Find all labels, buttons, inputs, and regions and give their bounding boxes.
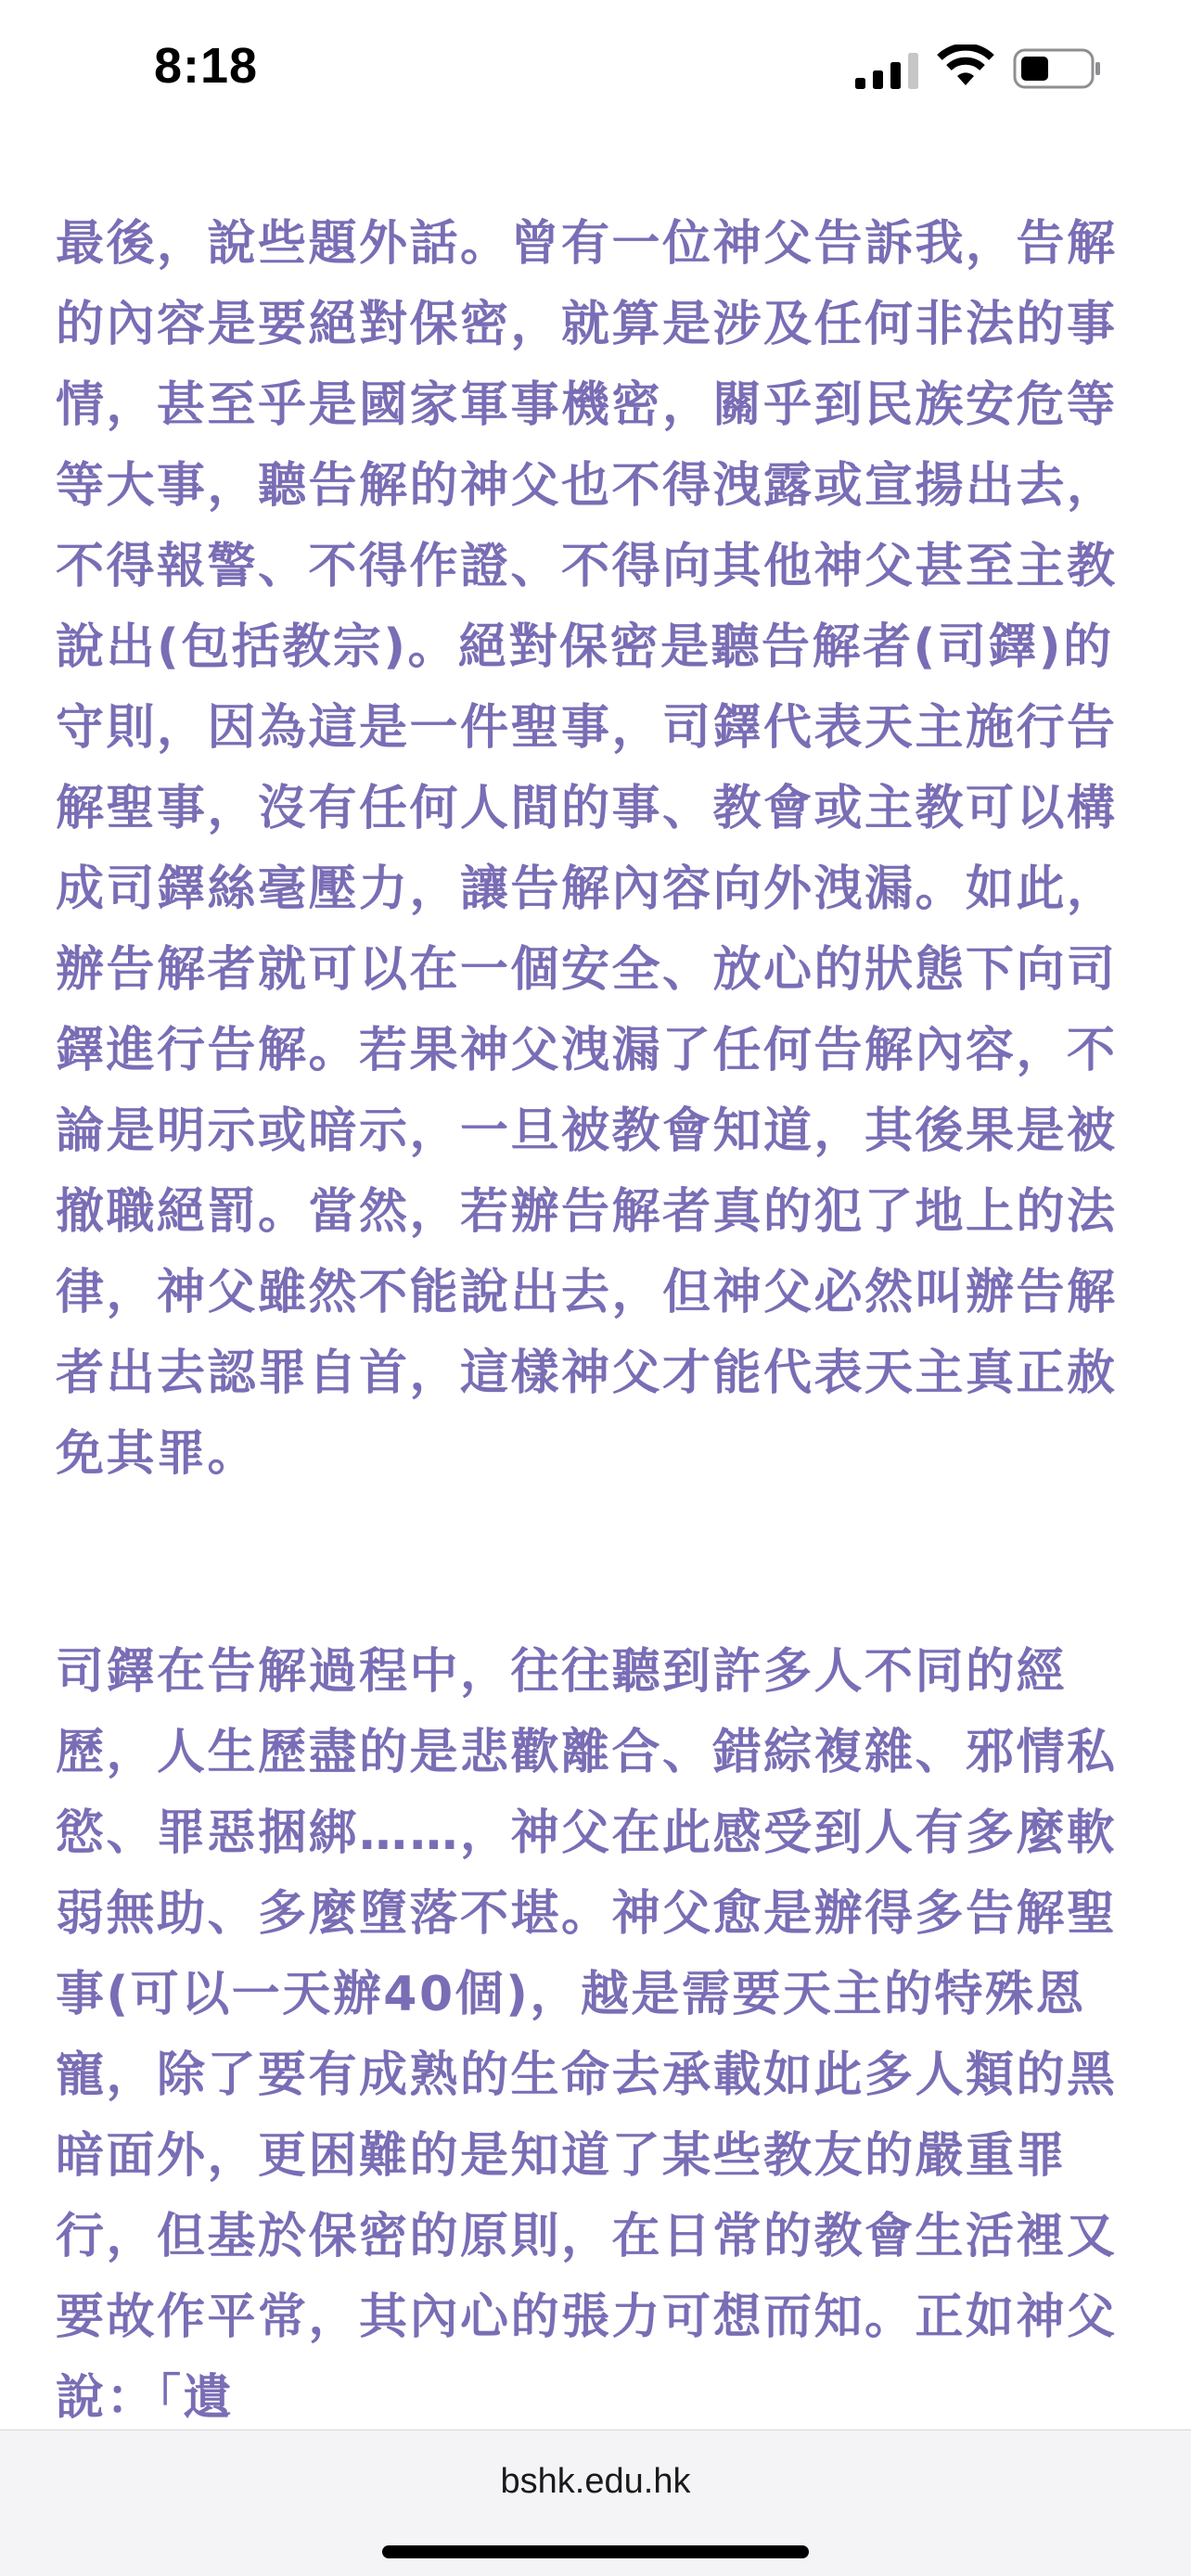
article-paragraph: 最後，說些題外話。曾有一位神父告訴我，告解的內容是要絕對保密，就算是涉及任何非法的事情，甚至乎是國家軍事機密，關乎到民族安危等等大事，聽告解的神父也不得洩露或宣揚出去，不得報警、不得作證、不得向其他神父甚至主教說出(包括教宗)。絕對保密是聽告解者(司鐸)的守則，因為這是一件聖事，司鐸代表天主施行告解聖事，沒有任何人間的事、教會或主教可以構成司鐸絲毫壓力，讓告解內容向外洩漏。如此，辦告解者就可以在一個安全、放心的狀態下向司鐸進行告解。若果神父洩漏了任何告解內容，不論是明示或暗示，一旦被教會知道，其後果是被撤職絕罰。當然，若辦告解者真的犯了地上的法律，神父雖然不能說出去，但神父必然叫辦告解者出去認罪自首，這樣神父才能代表天主真正赦免其罪。 xyxy=(56,216,1118,1482)
cellular-signal-icon xyxy=(855,52,918,89)
home-indicator[interactable] xyxy=(382,2545,809,2558)
article-paragraph: 司鐸在告解過程中，往往聽到許多人不同的經歷，人生歷盡的是悲歡離合、錯綜複雜、邪情私慾、罪惡捆綁……，神父在此感受到人有多麼軟弱無助、多麼墮落不堪。神父愈是辦得多告解聖事(可以一天辦40個)，越是需要天主的特殊恩寵，除了要有成熟的生命去承載如此多人類的黑暗面外，更困難的是知道了某些教友的嚴重罪行，但基於保密的原則，在日常的教會生活裡又要故作平常，其內心的張力可想而知。正如神父說：「遺 xyxy=(56,1644,1118,2426)
browser-address-bar[interactable] xyxy=(0,2429,1191,2576)
article-body xyxy=(0,139,1191,2429)
wifi-icon xyxy=(937,45,994,87)
battery-icon xyxy=(1013,48,1102,89)
status-time: 8:18 xyxy=(154,38,259,94)
status-bar xyxy=(0,0,1191,139)
url-label[interactable]: bshk.edu.hk xyxy=(500,2462,691,2501)
